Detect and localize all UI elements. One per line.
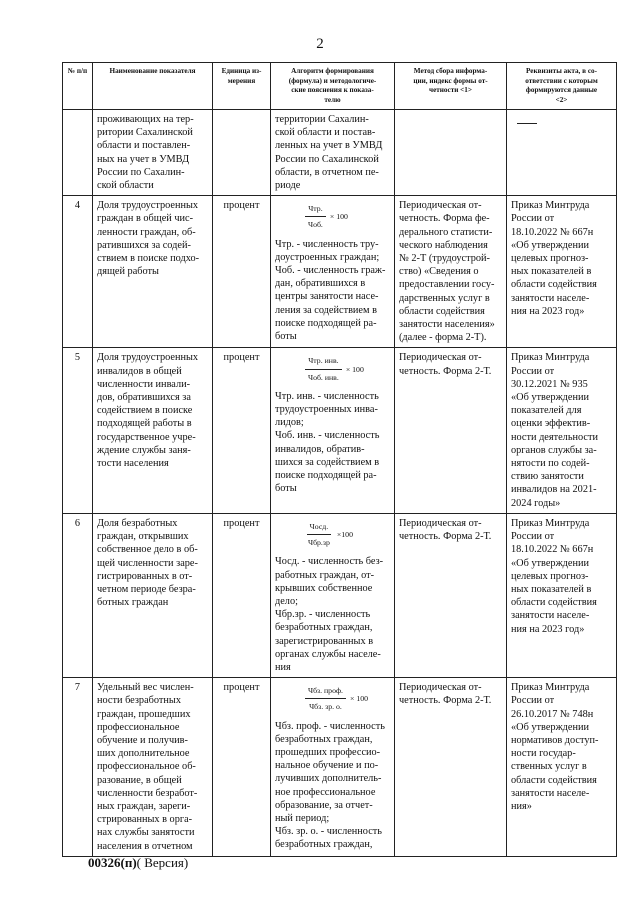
table-header-row: [63, 63, 617, 110]
formula-multiplier: ×100: [336, 529, 353, 539]
row-num: 4: [63, 196, 93, 348]
formula-denominator: Чоб. инв.: [308, 372, 339, 382]
formula-numerator: Чбз. проф.: [305, 684, 346, 699]
formula-numerator: Чтр. инв.: [305, 354, 341, 369]
continuation-algorithm: территории Сахалин- ской области и постав- ленных на учет в УМВД России по Сахалинской области, в отчетном пе- риоде: [271, 110, 395, 196]
formula: [305, 202, 348, 231]
row-explanation: Чтр. - численность тру- доустроенных граждан; Чоб. - численность граж- дан, обратившихся в центры занятости насе- ления за содействием в поиске подходящей ра- боты: [275, 238, 386, 343]
row-method: Периодическая от- четность. Форма 2-Т.: [395, 513, 507, 677]
formula-multiplier: × 100: [329, 212, 348, 222]
page-number: 2: [316, 36, 324, 52]
row-num: 5: [63, 348, 93, 513]
formula: [305, 684, 368, 713]
formula-denominator: Чбр.зр: [308, 538, 330, 548]
row-algorithm: [271, 196, 395, 348]
row-unit: процент: [213, 196, 271, 348]
formula-numerator: Чосд.: [307, 520, 332, 535]
row-unit: процент: [213, 348, 271, 513]
indicators-table: [62, 62, 617, 857]
table-row: [63, 196, 617, 348]
row-requisites: Приказ Минтруда России от 26.10.2017 № 748н «Об утверждении нормативов доступ- ности государ- ственных услуг в области содействия занятости населе- ния»: [507, 678, 617, 857]
table-row: [63, 678, 617, 857]
formula-numerator: Чтр.: [305, 202, 325, 217]
footer-code: [88, 855, 188, 871]
row-num: 6: [63, 513, 93, 677]
header-algorithm: Алгоритм формирования (формула) и методологиче- ские пояснения к показа- телю: [271, 63, 395, 110]
formula-denominator: Чбз. зр. о.: [309, 702, 342, 712]
row-unit: процент: [213, 678, 271, 857]
row-algorithm: [271, 513, 395, 677]
header-name: Наименование показателя: [93, 63, 213, 110]
document-version: ( Версия): [136, 855, 189, 870]
row-method: Периодическая от- четность. Форма фе- дерального статисти- ческого наблюдения № 2-Т (трудоустрой- ство) «Сведения о предоставлении госу- дарственных услуг в области содействия занятости населения» (далее - форма 2-Т).: [395, 196, 507, 348]
row-explanation: Чтр. инв. - численность трудоустроенных инва- лидов; Чоб. инв. - численность инвалидов, обратив- шихся за содействием в поиске подходящей ра- боты: [275, 390, 380, 495]
row-method: Периодическая от- четность. Форма 2-Т.: [395, 348, 507, 513]
header-num: № п/п: [63, 63, 93, 110]
table-row: [63, 348, 617, 513]
formula-denominator: Чоб.: [308, 220, 323, 230]
document-code: 00326(п): [88, 855, 137, 870]
row-name: Доля трудоустроенных инвалидов в общей численности инвали- дов, обратившихся за содействием в поиске подходящей работы в государственное учре- ждение службы заня- тости населения: [93, 348, 213, 513]
table-row: [63, 513, 617, 677]
formula: [305, 354, 364, 383]
row-method: Периодическая от- четность. Форма 2-Т.: [395, 678, 507, 857]
header-requisites: Реквизиты акта, в со- ответствии с которым формируются данные <2>: [507, 63, 617, 110]
dash-mark: [517, 123, 537, 124]
header-unit: Единица из- мерения: [213, 63, 271, 110]
row-unit: процент: [213, 513, 271, 677]
continuation-name: проживающих на тер- ритории Сахалинской области и поставлен- ных на учет в УМВД России по Сахалин- ской области: [93, 110, 213, 196]
formula-multiplier: × 100: [345, 364, 364, 374]
row-algorithm: [271, 678, 395, 857]
row-requisites: Приказ Минтруда России от 18.10.2022 № 667н «Об утверждении целевых прогноз- ных показателей в области содействия занятости населе- ния на 2023 год»: [507, 513, 617, 677]
row-num: 7: [63, 678, 93, 857]
row-name: Удельный вес числен- ности безработных граждан, прошедших профессиональное обучение и получив- ших дополнительное профессиональное об- разование, в общей численности безработ- ных граждан, зареги- стрированных в орга- нах службы занятости населения в отчетном: [93, 678, 213, 857]
formula-multiplier: × 100: [349, 694, 369, 704]
row-name: Доля трудоустроенных граждан в общей чис- ленности граждан, об- ратившихся за содей- ствием в поиске подхо- дящей работы: [93, 196, 213, 348]
formula: [305, 520, 353, 549]
header-method: Метод сбора информа- ции, индекс формы от- четности <1>: [395, 63, 507, 110]
row-explanation: Чосд. - численность без- работных граждан, от- крывших собственное дело; Чбр.зр. - численность безработных граждан, зарегистрированных в органах службы населе- ния: [275, 556, 384, 673]
table-row-continuation: [63, 110, 617, 196]
row-requisites: Приказ Минтруда России от 18.10.2022 № 667н «Об утверждении целевых прогноз- ных показателей в области содействия занятости населе- ния на 2023 год»: [507, 196, 617, 348]
row-name: Доля безработных граждан, открывших собственное дело в об- щей численности заре- гистрированных в от- четном периоде безра- ботных граждан: [93, 513, 213, 677]
row-algorithm: [271, 348, 395, 513]
row-explanation: Чбз. проф. - численность безработных граждан, прошедших профессио- нальное обучение и по- лучивших дополнитель- ное профессиональное образование, за отчет- ный период; Чбз. зр. о. - численность безработных граждан,: [275, 720, 385, 851]
row-requisites: Приказ Минтруда России от 30.12.2021 № 935 «Об утверждении показателей для оценки эффектив- ности деятельности органов службы за- нятости по содей- ствию занятости инвалидов на 2021- 2024 годы»: [507, 348, 617, 513]
